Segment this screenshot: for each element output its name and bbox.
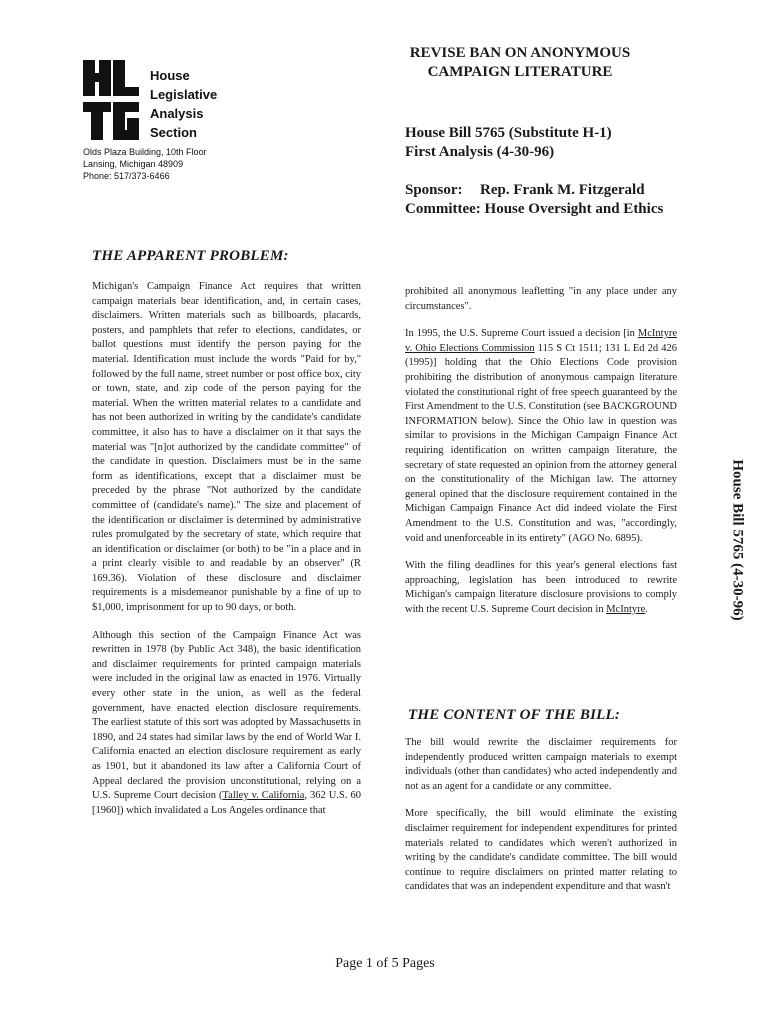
paragraph: Michigan's Campaign Finance Act requires that written campaign materials bear identification, and, in certain cases, disclaimers. Written materials such as billboards, placards, posters, and pamphlets that refer to elections, candidates, or ballot questions must identify the person paying for the material. Identification must include the words "Paid for by," followed by the full name, street number or post office box, city or town, state, and zip code of the person paying for the material. When the written material relates to a candidate and has not been authorized in writing by the candidate's candidate committee, it also has to have a disclaimer on it that says the material was "[n]ot authorized by the candidate committee" of the candidate in question. Disclaimers must be in the same form as identifications, except that a disclaimer must be preceded by the phrase "Not authorized by the candidate committee of (candidate's name)." The size and placement of the identification or disclaimer is determined by administrative rules promulgated by the secretary of state, which require that an identification or disclaimer (or both) to be "in a place and in a print clearly visible to and readable by an observer" (R 169.36). Violation of these disclosure and disclaimer requirements is a misdemeanor punishable by a fine of up to $1,000, imprisonment for up to 90 days, or both. xyxy=(92,281,361,614)
bill-number: House Bill 5765 (Substitute H-1) xyxy=(405,125,612,141)
bill-info xyxy=(405,124,612,162)
paragraph: More specifically, the bill would eliminate the existing disclaimer requirement for independent expenditures for printed materials related to candidates which weren't authorized in writing by the candidate's candidate committee. The bill would continue to require disclaimers on printed matter relating to candidates that was an independent expenditure and that wasn't xyxy=(405,808,677,893)
side-running-head-text: House Bill 5765 (4-30-96) xyxy=(729,459,746,621)
case-citation: McIntyre xyxy=(606,603,646,615)
case-citation: Talley v. California xyxy=(222,790,305,802)
title-line: CAMPAIGN LITERATURE xyxy=(427,64,613,80)
sponsor-block xyxy=(405,181,663,219)
org-name-line: Analysis xyxy=(150,106,204,121)
address-line: Lansing, Michigan 48909 xyxy=(83,159,184,169)
problem-heading: THE APPARENT PROBLEM: xyxy=(92,248,289,264)
paragraph: The bill would rewrite the disclaimer requirements for independently produced written campaign materials to exempt individuals (other than candidates) who acted independently and not as an agent for a candidate or any committee. xyxy=(405,737,677,792)
paragraph: In 1995, the U.S. Supreme Court issued a decision [in McIntyre v. Ohio Elections Commission 115 S Ct 1511; 131 L Ed 2d 426 (1995)] holding that the Ohio Elections Code provision prohibiting the distribution of anonymous campaign literature violated the constitutional right of free speech guaranteed by the First Amendment to the U.S. Constitution (see BACKGROUND INFORMATION below). Since the Ohio law in question was similar to provisions in the Michigan Campaign Finance Act requiring identification on written campaign literature, the secretary of state requested an opinion from the attorney general on the constitutionality of the Michigan law. The attorney general opined that the disclosure requirement contained in the Michigan Campaign Finance Act did indeed violate the First Amendment to the U.S. Constitution and was, "accordingly, void and unenforceable in its entirety" (AGO No. 6895). xyxy=(405,328,677,544)
left-column xyxy=(92,280,361,831)
side-running-head xyxy=(722,420,752,660)
content-heading: THE CONTENT OF THE BILL: xyxy=(408,707,621,723)
title-line: REVISE BAN ON ANONYMOUS xyxy=(409,45,631,61)
sponsor-label: Sponsor: xyxy=(405,182,463,198)
hlas-logo xyxy=(83,60,139,140)
sponsor-name: Rep. Frank M. Fitzgerald xyxy=(480,182,645,198)
case-citation: McIntyre v. Ohio Elections Commission xyxy=(405,328,677,354)
paragraph: With the filing deadlines for this year's general elections fast approaching, legislation has been introduced to rewrite Michigan's campaign literature disclosure provisions to comply with the recent U.S. Supreme Court decision in McIntyre. xyxy=(405,560,677,615)
org-name xyxy=(150,66,217,142)
right-column-upper xyxy=(405,285,677,630)
page-number: Page 1 of 5 Pages xyxy=(335,956,435,971)
committee-label: Committee: xyxy=(405,201,481,217)
analysis-date: First Analysis (4-30-96) xyxy=(405,144,555,160)
paragraph: prohibited all anonymous leafletting "in any place under any circumstances". xyxy=(405,286,677,312)
org-name-line: House xyxy=(150,68,190,83)
org-name-line: Legislative xyxy=(150,87,218,102)
address-line: Phone: 517/373-6466 xyxy=(83,171,170,181)
right-column-lower xyxy=(405,736,677,908)
paragraph: Although this section of the Campaign Finance Act was rewritten in 1978 (by Public Act 348), the basic identification and disclaimer requirements for printed campaign materials were included in the original law as enacted in 1976. Virtually every other state in the union, as well as the federal government, have enacted election disclosure requirements. The earliest statute of this sort was adopted by Massachusetts in 1890, and 24 states had similar laws by the end of World War I. California enacted an election disclosure requirement as early as 1901, but it abandoned its law after a California Court of Appeal declared the provision unconstitutional, relying on a U.S. Supreme Court decision (Talley v. California, 362 U.S. 60 [1960]) which invalidated a Los Angeles ordinance that xyxy=(92,629,361,816)
address-line: Olds Plaza Building, 10th Floor xyxy=(83,147,207,157)
committee-name: House Oversight and Ethics xyxy=(484,201,664,217)
org-name-line: Section xyxy=(150,125,197,140)
document-title xyxy=(400,44,640,82)
org-address xyxy=(83,146,207,182)
